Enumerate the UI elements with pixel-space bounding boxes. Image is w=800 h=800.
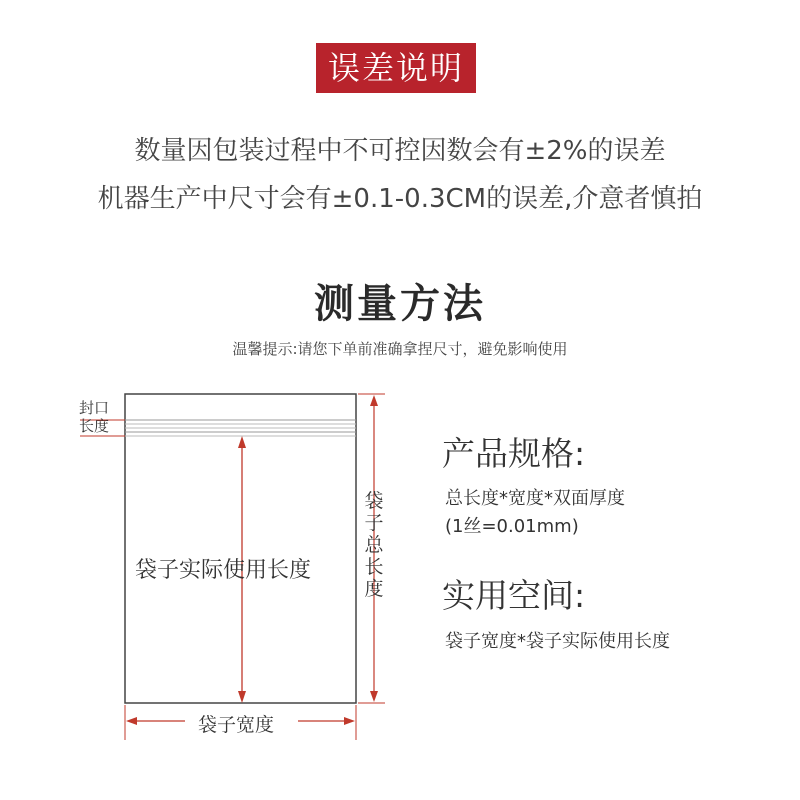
seal-length-label-line1: 封口 xyxy=(79,399,110,417)
spec-title: 产品规格: xyxy=(442,434,586,473)
error-note-line-1: 数量因包装过程中不可控因数会有±2%的误差 xyxy=(134,136,666,166)
bag-total-length-label: 袋子总长度 xyxy=(364,490,384,600)
width-arrowhead-right xyxy=(344,717,355,725)
bag-width-label: 袋子宽度 xyxy=(198,714,275,736)
error-note-line-2: 机器生产中尺寸会有±0.1-0.3CM的误差,介意者慎拍 xyxy=(97,184,703,214)
total-length-arrowhead-top xyxy=(370,395,378,406)
usable-length-arrowhead-top xyxy=(238,436,246,448)
width-arrowhead-left xyxy=(126,717,137,725)
error-note-badge: 误差说明 xyxy=(316,43,476,93)
space-description: 袋子宽度*袋子实际使用长度 xyxy=(445,631,670,652)
spec-unit-note: (1丝=0.01mm) xyxy=(445,516,579,537)
space-title: 实用空间: xyxy=(442,576,586,615)
method-title: 测量方法 xyxy=(314,280,486,327)
measurement-tip: 温馨提示:请您下单前准确拿捏尺寸，避免影响使用 xyxy=(232,340,568,358)
seal-length-label xyxy=(79,399,119,435)
bag-outline xyxy=(125,394,356,703)
bag-usable-length-label: 袋子实际使用长度 xyxy=(135,558,312,583)
total-length-arrowhead-bottom xyxy=(370,691,378,702)
usable-length-arrowhead-bottom xyxy=(238,691,246,703)
seal-length-label-line2: 长度 xyxy=(79,417,110,435)
spec-description: 总长度*宽度*双面厚度 xyxy=(445,488,625,509)
